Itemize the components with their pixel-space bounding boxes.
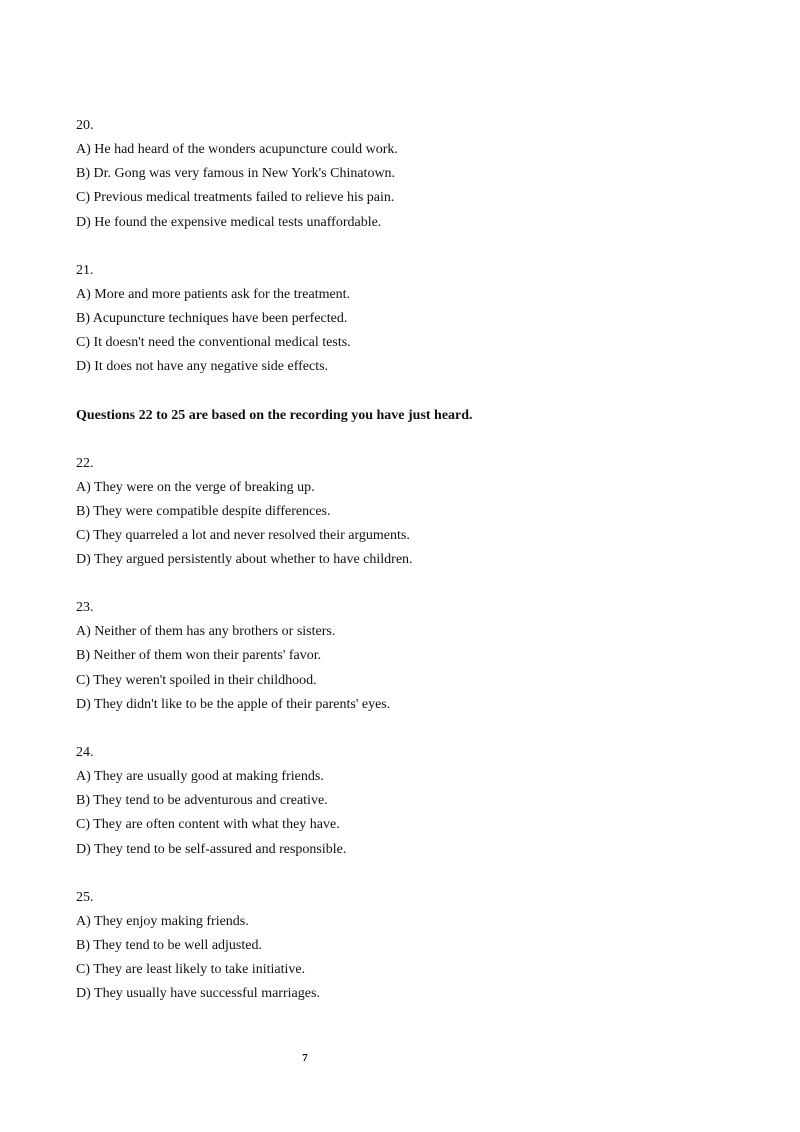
question-number: 20. [76,118,94,133]
question-number: 25. [76,889,94,905]
question-24 [76,741,736,862]
question-20 [76,114,736,235]
option-a: A) They enjoy making friends. [76,913,249,929]
option-d: D) It does not have any negative side effects. [76,359,329,375]
question-21 [76,259,736,380]
spacer [76,717,736,741]
spacer [76,380,736,404]
question-number: 23. [76,600,94,616]
question-number: 22. [76,455,94,471]
spacer [76,428,736,452]
spacer [76,235,736,259]
question-22 [76,452,736,573]
option-b: B) Dr. Gong was very famous in New York's Chinatown. [76,166,396,182]
option-b: B) They were compatible despite differences. [76,503,331,519]
spacer [76,572,736,596]
option-a: A) They are usually good at making friends. [76,769,324,784]
option-a: A) More and more patients ask for the treatment. [76,286,351,302]
question-25 [76,886,736,1007]
option-c: C) It doesn't need the conventional medical tests. [76,335,351,351]
document-page [76,114,736,1007]
option-a: A) Neither of them has any brothers or sisters. [76,624,336,640]
option-c: C) They are often content with what they have. [76,817,340,833]
option-d: D) They usually have successful marriages. [76,986,320,1002]
option-c: C) Previous medical treatments failed to relieve his pain. [76,190,395,206]
spacer [76,862,736,886]
option-d: D) They didn't like to be the apple of their parents' eyes. [76,696,391,712]
section-heading: Questions 22 to 25 are based on the recording you have just heard. [76,407,473,423]
option-d: D) They tend to be self-assured and responsible. [76,841,347,857]
option-c: C) They quarreled a lot and never resolved their arguments. [76,527,410,543]
page-number: 7 [302,1052,308,1064]
option-c: C) They are least likely to take initiative. [76,962,306,978]
option-b: B) Neither of them won their parents' favor. [76,648,322,664]
option-c: C) They weren't spoiled in their childhood. [76,672,317,688]
question-number: 21. [76,262,94,278]
option-b: B) They tend to be adventurous and creative. [76,793,328,809]
question-23 [76,596,736,717]
option-b: B) They tend to be well adjusted. [76,937,262,953]
option-d: D) He found the expensive medical tests unaffordable. [76,214,382,230]
option-a: A) They were on the verge of breaking up. [76,479,315,495]
option-d: D) They argued persistently about whether to have children. [76,552,413,568]
option-a: A) He had heard of the wonders acupuncture could work. [76,142,398,157]
option-b: B) Acupuncture techniques have been perfected. [76,310,348,326]
question-number: 24. [76,745,94,760]
